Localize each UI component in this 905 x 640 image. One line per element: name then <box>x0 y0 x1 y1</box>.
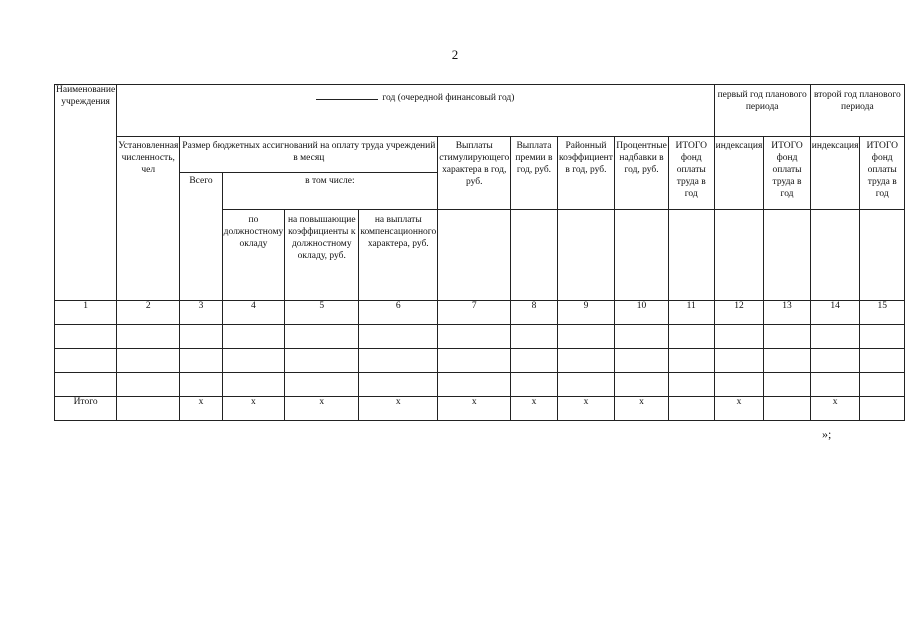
table-cell <box>511 325 557 349</box>
table-cell <box>438 373 511 397</box>
table-cell <box>557 325 615 349</box>
col-number: 10 <box>615 301 669 325</box>
table-cell <box>55 373 117 397</box>
total-cell <box>668 397 714 421</box>
table-cell <box>359 349 438 373</box>
table-cell <box>285 325 359 349</box>
empty-header-cell <box>615 210 669 301</box>
col-fund-total-header: ИТОГО фонд оплаты труда в год <box>668 137 714 210</box>
table-cell <box>285 373 359 397</box>
table-cell <box>764 349 810 373</box>
table-cell <box>668 349 714 373</box>
page-number: 2 <box>451 47 459 62</box>
table-cell <box>764 325 810 349</box>
second-plan-year-header: второй год планового периода <box>810 85 904 137</box>
table-cell <box>557 349 615 373</box>
table-cell <box>714 349 764 373</box>
total-cell: x <box>180 397 222 421</box>
col-number: 7 <box>438 301 511 325</box>
col-number: 8 <box>511 301 557 325</box>
table-cell <box>180 325 222 349</box>
table-cell <box>764 373 810 397</box>
table-row <box>55 349 905 373</box>
table-cell <box>668 373 714 397</box>
total-row <box>55 397 905 421</box>
table-cell <box>180 349 222 373</box>
empty-header-cell <box>860 210 905 301</box>
table-cell <box>222 325 285 349</box>
col-number: 14 <box>810 301 860 325</box>
total-cell <box>860 397 905 421</box>
col-budget-header: Размер бюджетных ассигнований на оплату труда учреждений в месяц <box>180 137 438 173</box>
total-label: Итого <box>55 397 117 421</box>
current-year-header: год (очередной финансовый год) <box>117 85 714 137</box>
empty-header-cell <box>810 210 860 301</box>
table-cell <box>222 349 285 373</box>
col-percent-header: Процентные надбавки в год, руб. <box>615 137 669 210</box>
table-cell <box>860 373 905 397</box>
total-cell: x <box>615 397 669 421</box>
col-by-salary-header: по должностному окладу <box>222 210 285 301</box>
table-cell <box>615 325 669 349</box>
total-cell: x <box>438 397 511 421</box>
col-fund-total-3-header: ИТОГО фонд оплаты труда в год <box>860 137 905 210</box>
col-number: 12 <box>714 301 764 325</box>
table-cell <box>359 325 438 349</box>
col-number: 4 <box>222 301 285 325</box>
table-cell <box>668 325 714 349</box>
col-staff-header: Установленная численность, чел <box>117 137 180 301</box>
total-cell <box>117 397 180 421</box>
total-cell: x <box>511 397 557 421</box>
col-coeff-header: на повышающие коэффициенты к должностному окладу, руб. <box>285 210 359 301</box>
column-numbers-row <box>55 301 905 325</box>
empty-header-cell <box>668 210 714 301</box>
col-total-header: Всего <box>180 173 222 301</box>
total-cell: x <box>222 397 285 421</box>
total-cell: x <box>557 397 615 421</box>
empty-header-cell <box>438 210 511 301</box>
col-fund-total-2-header: ИТОГО фонд оплаты труда в год <box>764 137 810 210</box>
total-cell: x <box>359 397 438 421</box>
table-cell <box>511 349 557 373</box>
total-cell: x <box>810 397 860 421</box>
col-bonus-header: Выплата премии в год, руб. <box>511 137 557 210</box>
table-cell <box>714 325 764 349</box>
empty-header-cell <box>764 210 810 301</box>
empty-header-cell <box>511 210 557 301</box>
table-cell <box>180 373 222 397</box>
empty-header-cell <box>714 210 764 301</box>
closing-quote: »; <box>822 427 832 441</box>
table-cell <box>557 373 615 397</box>
first-plan-year-header: первый год планового периода <box>714 85 810 137</box>
table-cell <box>810 349 860 373</box>
table-cell <box>117 325 180 349</box>
col-number: 1 <box>55 301 117 325</box>
table-cell <box>359 373 438 397</box>
table-cell <box>55 349 117 373</box>
table-cell <box>615 373 669 397</box>
table-cell <box>222 373 285 397</box>
col-indexation-header: индексация <box>714 137 764 210</box>
col-name-header: Наименование учреждения <box>55 85 117 301</box>
year-blank-line <box>316 90 378 100</box>
col-stimulus-header: Выплаты стимулирующего характера в год, руб. <box>438 137 511 210</box>
col-number: 13 <box>764 301 810 325</box>
table-cell <box>810 373 860 397</box>
table-row <box>55 325 905 349</box>
col-number: 3 <box>180 301 222 325</box>
col-indexation-2-header: индексация <box>810 137 860 210</box>
table-cell <box>810 325 860 349</box>
table-cell <box>285 349 359 373</box>
table-cell <box>860 325 905 349</box>
col-number: 11 <box>668 301 714 325</box>
table-cell <box>55 325 117 349</box>
table-cell <box>438 349 511 373</box>
empty-header-cell <box>557 210 615 301</box>
total-cell <box>764 397 810 421</box>
table-cell <box>714 373 764 397</box>
col-number: 5 <box>285 301 359 325</box>
table-cell <box>117 373 180 397</box>
table-cell <box>511 373 557 397</box>
table-cell <box>438 325 511 349</box>
col-regional-header: Районный коэффициент в год, руб. <box>557 137 615 210</box>
total-cell: x <box>285 397 359 421</box>
col-including-header: в том числе: <box>222 173 438 210</box>
table-cell <box>615 349 669 373</box>
table-row <box>55 373 905 397</box>
total-cell: x <box>714 397 764 421</box>
table-cell <box>860 349 905 373</box>
col-compensation-header: на выплаты компенсационного характера, руб. <box>359 210 438 301</box>
col-number: 15 <box>860 301 905 325</box>
col-number: 2 <box>117 301 180 325</box>
payroll-table <box>54 84 905 421</box>
table-cell <box>117 349 180 373</box>
col-number: 9 <box>557 301 615 325</box>
col-number: 6 <box>359 301 438 325</box>
